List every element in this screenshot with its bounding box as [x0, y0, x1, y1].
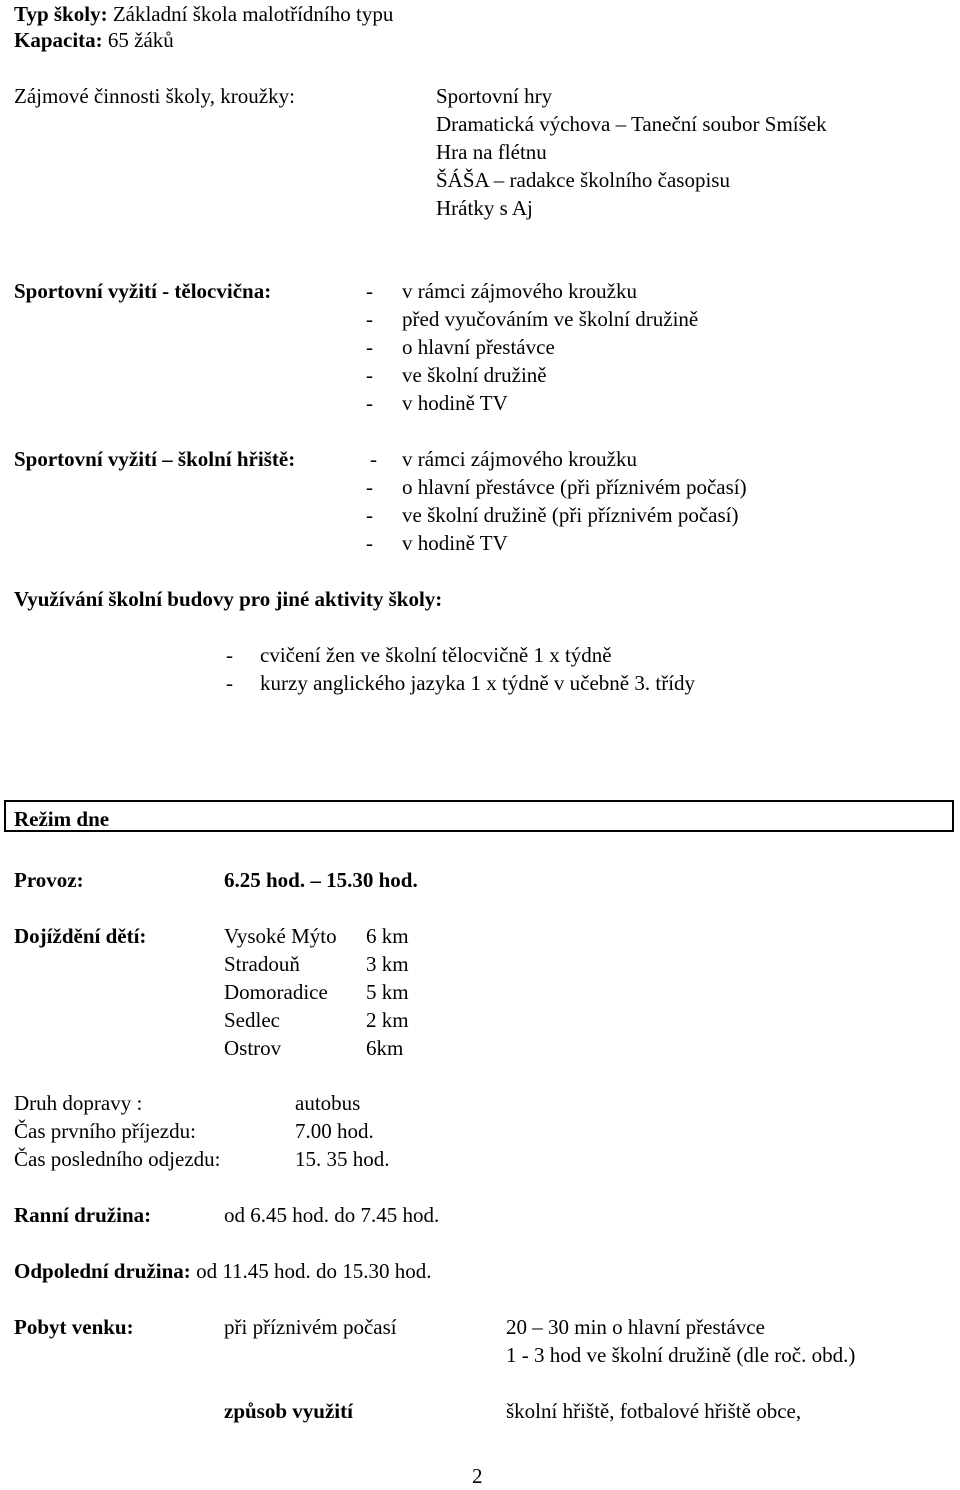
- commute-place: Vysoké Mýto: [224, 924, 337, 948]
- list-dash: -: [366, 363, 373, 387]
- operation-label: Provoz:: [14, 868, 84, 892]
- transport-label: Druh dopravy :: [14, 1091, 143, 1115]
- afternoon-club-value: od 11.45 hod. do 15.30 hod.: [196, 1259, 432, 1283]
- list-dash: -: [366, 335, 373, 359]
- commute-distance: 3 km: [366, 952, 409, 976]
- outdoor-label: Pobyt venku:: [14, 1315, 134, 1339]
- list-dash: -: [226, 643, 233, 667]
- usage-label: způsob využití: [224, 1399, 353, 1423]
- first-arrival-value: 7.00 hod.: [295, 1119, 374, 1143]
- activity-item: Hra na flétnu: [436, 140, 547, 164]
- page-number: 2: [472, 1464, 483, 1488]
- first-arrival-label: Čas prvního příjezdu:: [14, 1119, 196, 1143]
- list-dash: -: [366, 279, 373, 303]
- usage-value: školní hřiště, fotbalové hřiště obce,: [506, 1399, 802, 1423]
- school-type-value: Základní škola malotřídního typu: [112, 2, 394, 26]
- activity-item: ŠÁŠA – radakce školního časopisu: [436, 168, 730, 192]
- outdoor-detail: 1 - 3 hod ve školní družině (dle roč. obd.): [506, 1343, 856, 1367]
- commute-label: Dojíždění dětí:: [14, 924, 147, 948]
- list-dash: -: [366, 531, 373, 555]
- commute-place: Stradouň: [224, 952, 300, 976]
- last-departure-label: Čas posledního odjezdu:: [14, 1147, 221, 1171]
- transport-value: autobus: [295, 1091, 361, 1115]
- playground-label: Sportovní vyžití – školní hřiště:: [14, 447, 296, 471]
- commute-distance: 6km: [366, 1036, 404, 1060]
- morning-club-value: od 6.45 hod. do 7.45 hod.: [224, 1203, 440, 1227]
- commute-place: Ostrov: [224, 1036, 282, 1060]
- outdoor-detail: 20 – 30 min o hlavní přestávce: [506, 1315, 765, 1339]
- capacity-label: Kapacita:: [14, 28, 103, 52]
- activity-item: Dramatická výchova – Taneční soubor Smíšek: [436, 112, 827, 136]
- morning-club-label: Ranní družina:: [14, 1203, 152, 1227]
- gym-item: před vyučováním ve školní družině: [402, 307, 699, 331]
- playground-item: ve školní družině (při příznivém počasí): [402, 503, 739, 527]
- capacity-value: 65 žáků: [107, 28, 174, 52]
- capacity-line: [14, 26, 174, 54]
- gym-item: ve školní družině: [402, 363, 547, 387]
- school-type-line: [14, 0, 393, 28]
- list-dash: -: [366, 503, 373, 527]
- school-type-label: Typ školy:: [14, 2, 108, 26]
- afternoon-club-line: [14, 1257, 432, 1285]
- commute-place: Sedlec: [224, 1008, 280, 1032]
- list-dash: -: [226, 671, 233, 695]
- activity-item: Sportovní hry: [436, 84, 553, 108]
- regime-heading-box: [4, 800, 954, 832]
- gym-item: v hodině TV: [402, 391, 508, 415]
- list-dash: -: [366, 475, 373, 499]
- commute-distance: 2 km: [366, 1008, 409, 1032]
- list-dash: -: [370, 447, 377, 471]
- playground-item: v rámci zájmového kroužku: [402, 447, 637, 471]
- building-item: kurzy anglického jazyka 1 x týdně v učebně 3. třídy: [260, 671, 696, 695]
- playground-item: o hlavní přestávce (při příznivém počasí): [402, 475, 747, 499]
- building-item: cvičení žen ve školní tělocvičně 1 x týdně: [260, 643, 612, 667]
- afternoon-club-label: Odpolední družina:: [14, 1259, 191, 1283]
- commute-distance: 6 km: [366, 924, 409, 948]
- outdoor-condition: při příznivém počasí: [224, 1315, 397, 1339]
- regime-heading: Režim dne: [14, 807, 110, 831]
- playground-item: v hodině TV: [402, 531, 508, 555]
- gym-item: o hlavní přestávce: [402, 335, 555, 359]
- operation-value: 6.25 hod. – 15.30 hod.: [224, 868, 418, 892]
- activities-label: Zájmové činnosti školy, kroužky:: [14, 84, 295, 108]
- activity-item: Hrátky s Aj: [436, 196, 533, 220]
- commute-place: Domoradice: [224, 980, 328, 1004]
- gym-label: Sportovní vyžití - tělocvična:: [14, 279, 272, 303]
- last-departure-value: 15. 35 hod.: [295, 1147, 390, 1171]
- gym-item: v rámci zájmového kroužku: [402, 279, 637, 303]
- commute-distance: 5 km: [366, 980, 409, 1004]
- list-dash: -: [366, 307, 373, 331]
- list-dash: -: [366, 391, 373, 415]
- building-label: Využívání školní budovy pro jiné aktivity školy:: [14, 587, 443, 611]
